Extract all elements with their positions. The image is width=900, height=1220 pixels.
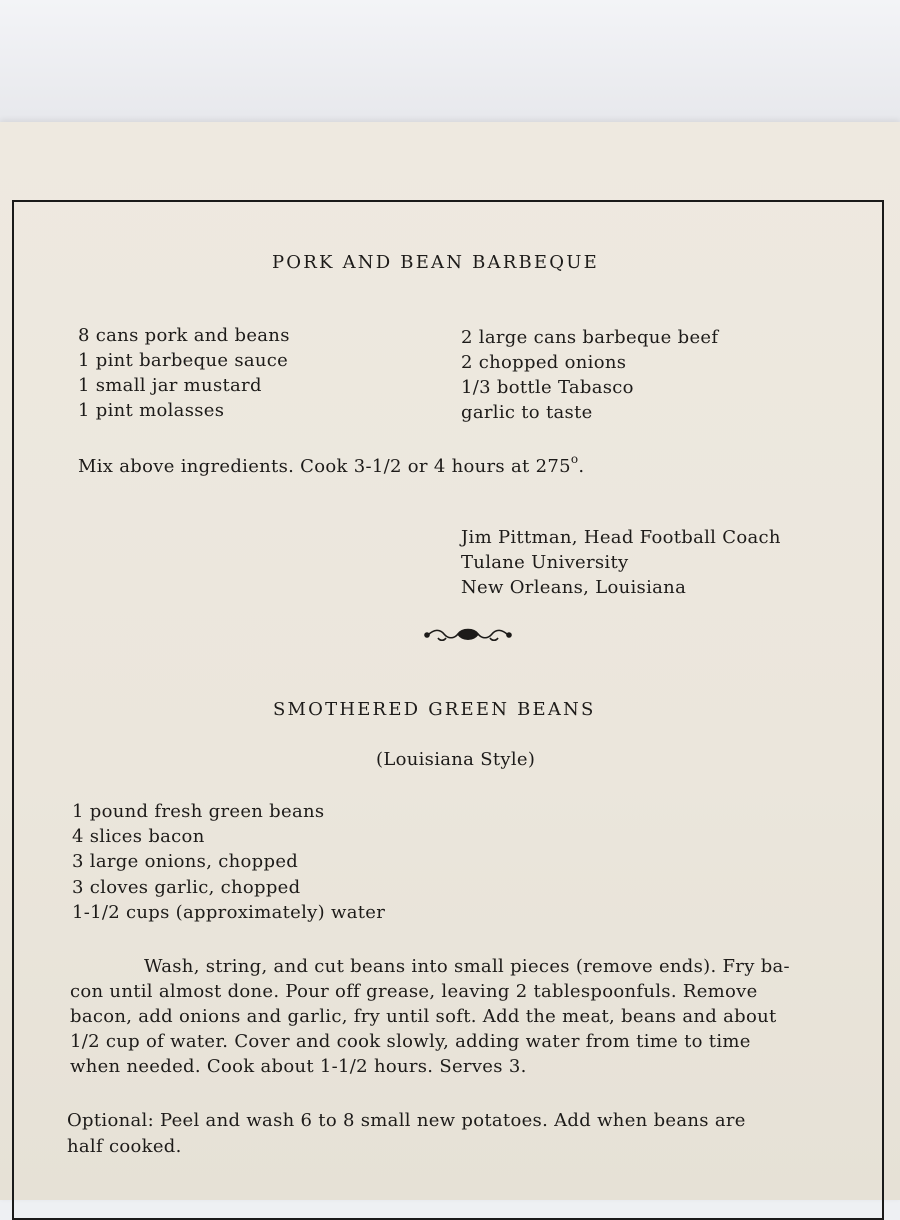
ingredient: 1 pint molasses <box>78 400 225 421</box>
ingredient: 3 large onions, chopped <box>72 851 299 872</box>
recipe-title: SMOTHERED GREEN BEANS <box>273 699 596 720</box>
ingredient: 8 cans pork and beans <box>78 325 290 346</box>
optional-note: half cooked. <box>67 1136 182 1157</box>
ingredient: 1-1/2 cups (approximately) water <box>72 902 386 923</box>
ingredient: 1 pint barbeque sauce <box>78 350 289 371</box>
instructions-line: 1/2 cup of water. Cover and cook slowly, adding water from time to time <box>70 1031 751 1052</box>
background <box>0 0 900 125</box>
credit-line: Tulane University <box>461 552 629 573</box>
ingredient: 2 large cans barbeque beef <box>461 327 719 348</box>
ingredient: 1 pound fresh green beans <box>72 801 325 822</box>
recipe-title: PORK AND BEAN BARBEQUE <box>272 252 599 273</box>
credit-line: New Orleans, Louisiana <box>461 577 687 598</box>
optional-note: Optional: Peel and wash 6 to 8 small new potatoes. Add when beans are <box>67 1110 746 1131</box>
instructions-line: con until almost done. Pour off grease, leaving 2 tablespoonfuls. Remove <box>70 981 758 1002</box>
instructions-line: when needed. Cook about 1-1/2 hours. Serves 3. <box>70 1056 527 1077</box>
instructions-line: Wash, string, and cut beans into small pieces (remove ends). Fry ba- <box>144 956 790 977</box>
ingredient: 1/3 bottle Tabasco <box>461 377 634 398</box>
ingredient: garlic to taste <box>461 402 593 423</box>
ingredient: 4 slices bacon <box>72 826 205 847</box>
degree-symbol: o <box>570 452 579 466</box>
ingredient: 3 cloves garlic, chopped <box>72 877 301 898</box>
ingredient: 2 chopped onions <box>461 352 627 373</box>
credit-line: Jim Pittman, Head Football Coach <box>461 527 781 548</box>
ornament-divider <box>424 627 512 643</box>
ingredient: 1 small jar mustard <box>78 375 262 396</box>
recipe-subtitle: (Louisiana Style) <box>376 749 536 770</box>
instructions: Mix above ingredients. Cook 3-1/2 or 4 hours at 275$^o$. <box>78 452 585 477</box>
instructions-line: bacon, add onions and garlic, fry until soft. Add the meat, beans and about <box>70 1006 777 1027</box>
